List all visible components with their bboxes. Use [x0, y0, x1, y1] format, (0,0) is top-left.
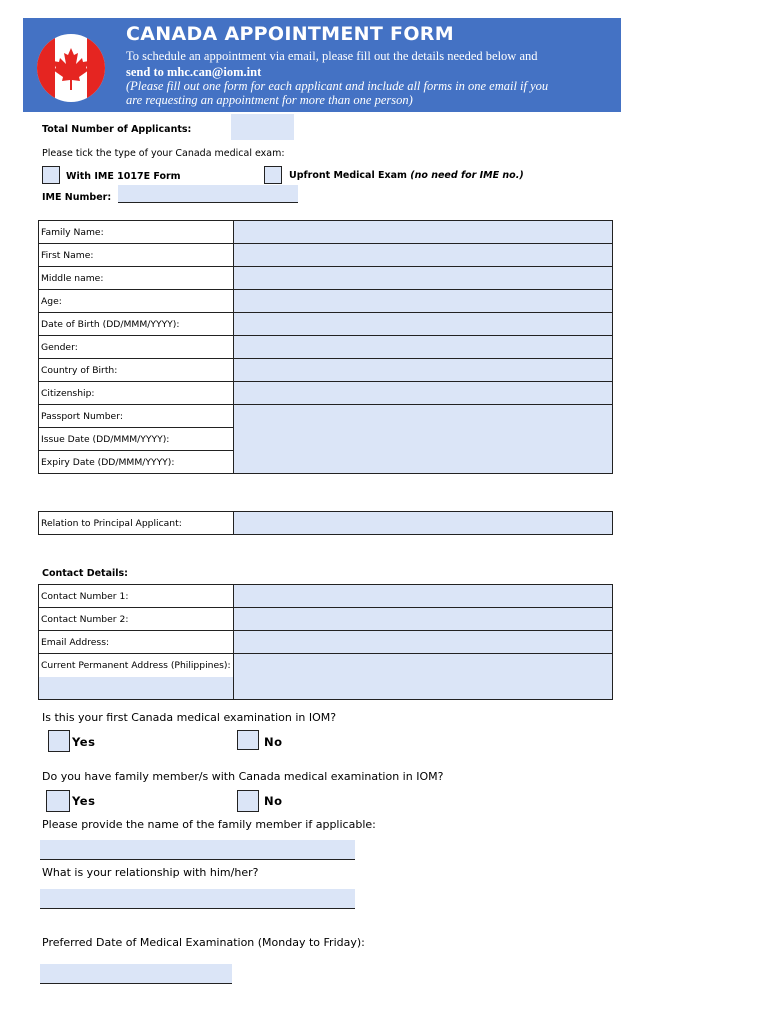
age-input[interactable] — [234, 290, 613, 313]
header-note-1: (Please fill out one form for each applicant and include all forms in one email if you — [126, 79, 549, 93]
family-member-name-question: Please provide the name of the family member if applicable: — [42, 818, 376, 831]
family-name-input[interactable] — [234, 221, 613, 244]
contact-number-1-input[interactable] — [234, 585, 613, 608]
country-of-birth-input[interactable] — [234, 359, 613, 382]
age-label: Age: — [39, 290, 234, 313]
first-exam-question: Is this your first Canada medical examination in IOM? — [42, 711, 337, 724]
expiry-date-label: Expiry Date (DD/MMM/YYYY): — [39, 451, 234, 474]
total-applicants-input[interactable] — [231, 114, 294, 140]
first-exam-yes-label: Yes — [72, 735, 96, 749]
relation-table — [38, 511, 613, 535]
upfront-exam-checkbox[interactable] — [264, 166, 282, 184]
first-exam-no-label: No — [264, 735, 283, 749]
gender-label: Gender: — [39, 336, 234, 359]
contact-number-2-input[interactable] — [234, 608, 613, 631]
first-name-input[interactable] — [234, 244, 613, 267]
middle-name-input[interactable] — [234, 267, 613, 290]
passport-details-input[interactable] — [234, 405, 613, 474]
email-address-input[interactable] — [234, 631, 613, 654]
middle-name-label: Middle name: — [39, 267, 234, 290]
relationship-question: What is your relationship with him/her? — [42, 866, 259, 879]
family-exam-no-label: No — [264, 794, 283, 808]
contact-number-1-label: Contact Number 1: — [39, 585, 234, 608]
contact-details-table — [38, 584, 613, 700]
applicant-details-table — [38, 220, 613, 474]
dob-label: Date of Birth (DD/MMM/YYYY): — [39, 313, 234, 336]
first-name-label: First Name: — [39, 244, 234, 267]
family-exam-yes-checkbox[interactable] — [46, 790, 70, 812]
country-of-birth-label: Country of Birth: — [39, 359, 234, 382]
gender-input[interactable] — [234, 336, 613, 359]
ime-number-label: IME Number: — [42, 192, 112, 203]
upfront-exam-label: Upfront Medical Exam (no need for IME no.) — [289, 170, 524, 181]
upfront-exam-note: (no need for IME no.) — [410, 170, 524, 181]
family-name-label: Family Name: — [39, 221, 234, 244]
relation-label: Relation to Principal Applicant: — [39, 512, 234, 535]
form-title: CANADA APPOINTMENT FORM — [126, 23, 454, 45]
email-address-label: Email Address: — [39, 631, 234, 654]
citizenship-label: Citizenship: — [39, 382, 234, 405]
address-input[interactable] — [234, 654, 613, 700]
preferred-date-input[interactable] — [40, 964, 232, 984]
address-label: Current Permanent Address (Philippines): — [39, 654, 234, 677]
family-member-name-input[interactable] — [40, 840, 355, 860]
citizenship-input[interactable] — [234, 382, 613, 405]
header-email: send to mhc.can@iom.int — [126, 65, 262, 79]
relationship-input[interactable] — [40, 889, 355, 909]
address-input-extra[interactable] — [39, 677, 234, 700]
contact-details-heading: Contact Details: — [42, 568, 128, 579]
total-applicants-label: Total Number of Applicants: — [42, 124, 192, 135]
contact-number-2-label: Contact Number 2: — [39, 608, 234, 631]
family-exam-question: Do you have family member/s with Canada medical examination in IOM? — [42, 770, 444, 783]
passport-number-label: Passport Number: — [39, 405, 234, 428]
canada-flag-icon — [37, 34, 105, 102]
first-exam-yes-checkbox[interactable] — [48, 730, 70, 752]
exam-type-instruction: Please tick the type of your Canada medical exam: — [42, 148, 285, 159]
ime-form-label: With IME 1017E Form — [66, 171, 181, 182]
dob-input[interactable] — [234, 313, 613, 336]
first-exam-no-checkbox[interactable] — [237, 730, 259, 750]
ime-number-input[interactable] — [118, 185, 298, 203]
ime-form-checkbox[interactable] — [42, 166, 60, 184]
issue-date-label: Issue Date (DD/MMM/YYYY): — [39, 428, 234, 451]
header-instruction-1: To schedule an appointment via email, please fill out the details needed below and — [126, 49, 538, 63]
preferred-date-question: Preferred Date of Medical Examination (Monday to Friday): — [42, 936, 365, 949]
family-exam-yes-label: Yes — [72, 794, 96, 808]
relation-input[interactable] — [234, 512, 613, 535]
family-exam-no-checkbox[interactable] — [237, 790, 259, 812]
header-note-2: are requesting an appointment for more than one person) — [126, 93, 413, 107]
